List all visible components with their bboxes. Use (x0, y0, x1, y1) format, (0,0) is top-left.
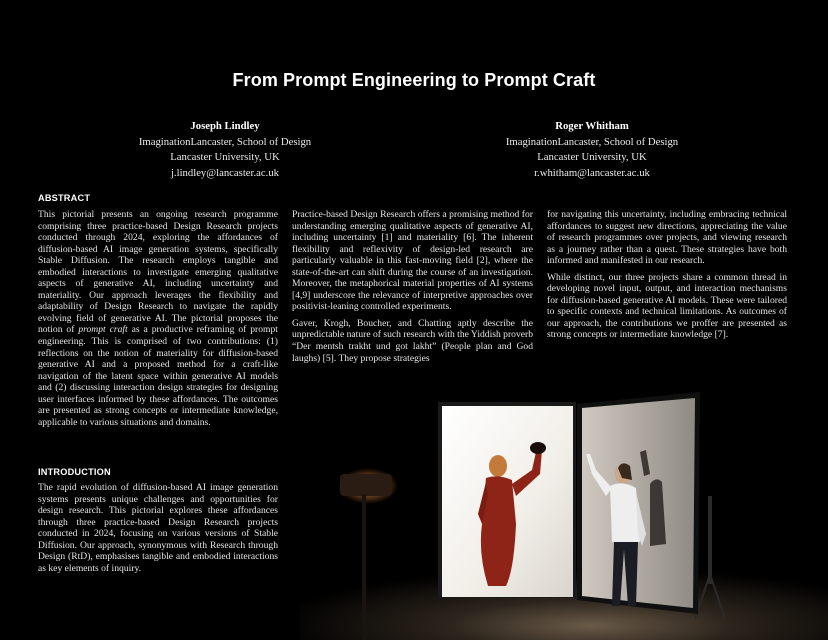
body-column-2 (292, 209, 533, 369)
installation-photo (300, 374, 828, 640)
abstract-heading: ABSTRACT (38, 193, 91, 203)
paragraph: Gaver, Krogh, Boucher, and Chatting aptly describe the unpredictable nature of such research with the Yiddish proverb “Der mentsh trakht und got lakht” (People plan and God laughs) [5]. They propose strategies (292, 317, 534, 364)
abstract-emphasis: prompt craft (78, 324, 128, 336)
body-column-3 (547, 209, 787, 346)
author-affiliation: ImaginationLancaster, School of Design (505, 135, 679, 148)
abstract-body (38, 209, 278, 433)
paragraph: While distinct, our three projects share a common thread in developing novel input, output, and interaction mechanisms for diffusion-based generative AI models. These were tailored to specific contexts and technical limitations. As outcomes of our approach, the contributions we proffer are presented as strong concepts or intermediate knowledge [7]. (547, 271, 787, 341)
introduction-heading: INTRODUCTION (38, 467, 111, 477)
author-institution: Lancaster University, UK (170, 151, 280, 163)
abstract-text: This pictorial presents an ongoing research programme comprising three practice-based Design Research projects conducted through 2024, exploring the affordances of diffusion-based AI image generation systems, specifically Stable Diffusion. The research employs tangible and embodied interactions to investigate emerging qualitative aspects of generative AI, including uncertainty and materiality. Our approach leverages the flexibility and adaptability of Design Research to navigate the rapidly evolving field of generative AI. The pictorial proposes the notion of (38, 209, 278, 336)
introduction-body (38, 482, 278, 579)
abstract-text-cont: as a productive reframing of prompt engineering. This is comprised of two contributions: (1) reflections on the notion of materiality for diffusion-based generative AI and a proposed method for a craft-like navigation of the latent space within generative AI models and (2) discussing interaction design strategies for designing user interfaces informed by these affordances. The outcomes are presented as strong concepts or intermediate knowledge, applicable to various situations and domains. (38, 324, 278, 428)
paragraph: for navigating this uncertainty, including embracing technical affordances to suggest new directions, appreciating the value of research programmes over projects, and viewing research as a journey rather than a quest. These strategies have both informed and manifested in our research. (547, 209, 787, 267)
introduction-text: The rapid evolution of diffusion-based AI image generation systems presents unique challenges and opportunities for design research. This pictorial explores these affordances through three practice-based Design Research projects conducted in 2024, focusing on various versions of Stable Diffusion. Our approach, synonymous with Research through Design (RtD), emphasises tangible and embodied interactions as key elements of inquiry. (38, 482, 278, 574)
author-block-lindley (80, 119, 370, 181)
author-email: j.lindley@lancaster.ac.uk (170, 166, 280, 179)
author-institution: Lancaster University, UK (537, 151, 647, 163)
author-name: Joseph Lindley (190, 120, 260, 132)
author-block-whitham (447, 119, 737, 181)
author-email: r.whitham@lancaster.ac.uk (534, 166, 650, 179)
paragraph: Practice-based Design Research offers a promising method for understanding emerging qualitative aspects of generative AI, including uncertainty [1] and materiality [6]. The inherent flexibility and reflexivity of design-led research are particularly valuable in this fast-moving field [2], where the state-of-the-art can shift during the course of an investigation. Moreover, the metaphorical material properties of AI systems [4,9] underscore the relevance of interpretive approaches over positivist-leaning controlled experiments. (292, 209, 533, 313)
author-name: Roger Whitham (555, 120, 629, 132)
paper-title: From Prompt Engineering to Prompt Craft (232, 70, 596, 90)
author-affiliation: ImaginationLancaster, School of Design (138, 135, 312, 148)
